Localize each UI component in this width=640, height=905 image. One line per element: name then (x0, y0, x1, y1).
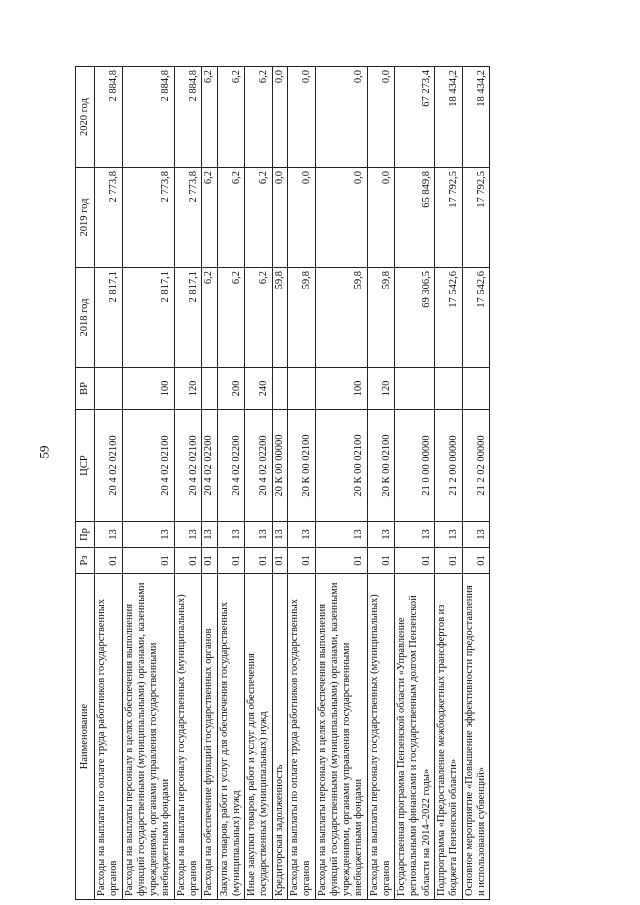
row-2018: 6,2 (245, 268, 273, 368)
row-rz: 01 (272, 548, 287, 574)
row-vr (435, 368, 463, 410)
row-csr: 21 2 00 00000 (435, 410, 463, 522)
row-pr: 13 (95, 522, 123, 548)
row-pr: 13 (272, 522, 287, 548)
row-name: Расходы на выплаты персоналу в целях обеспечения выполнения функций государственными (муниципальными) органами, казенными учреждениями, органами управления государственными внебюджетными фондами (315, 574, 367, 900)
row-rz: 01 (245, 548, 273, 574)
row-csr: 20 К 00 02100 (315, 410, 367, 522)
row-2019: 17 792,5 (462, 168, 490, 268)
row-pr: 13 (287, 522, 315, 548)
row-2020: 18 434,2 (435, 67, 463, 168)
row-name: Расходы на обеспечение функций государственных органов (202, 574, 217, 900)
table-row (272, 67, 287, 900)
row-2018: 17 542,6 (462, 268, 490, 368)
row-2020: 6,2 (202, 67, 217, 168)
row-2019: 65 849,8 (395, 168, 435, 268)
row-csr: 21 2 02 00000 (462, 410, 490, 522)
row-csr: 20 4 02 02200 (202, 410, 217, 522)
row-name: Расходы на выплаты персоналу государственных (муниципальных) органов (174, 574, 202, 900)
row-csr: 20 К 00 02100 (367, 410, 395, 522)
row-vr (395, 368, 435, 410)
row-csr: 21 0 00 00000 (395, 410, 435, 522)
row-2020: 6,2 (245, 67, 273, 168)
row-vr: 200 (217, 368, 245, 410)
header-rz: Рз (76, 548, 95, 574)
row-csr: 20 К 00 00000 (272, 410, 287, 522)
row-2018: 59,8 (287, 268, 315, 368)
row-2018: 6,2 (217, 268, 245, 368)
table-row (122, 67, 174, 900)
row-csr: 20 4 02 02100 (174, 410, 202, 522)
header-2018: 2018 год (76, 268, 95, 368)
row-name: Подпрограмма «Предоставление межбюджетных трансфертов из бюджета Пензенской области» (435, 574, 463, 900)
row-vr: 120 (367, 368, 395, 410)
row-2020: 0,0 (287, 67, 315, 168)
row-pr: 13 (174, 522, 202, 548)
row-vr (272, 368, 287, 410)
row-2019: 2 773,8 (174, 168, 202, 268)
row-rz: 01 (462, 548, 490, 574)
table-row (245, 67, 273, 900)
budget-table (75, 66, 490, 900)
row-2018: 2 817,1 (174, 268, 202, 368)
row-2020: 6,2 (217, 67, 245, 168)
header-csr: ЦСР (76, 410, 95, 522)
row-2019: 6,2 (217, 168, 245, 268)
row-rz: 01 (435, 548, 463, 574)
row-2019: 0,0 (367, 168, 395, 268)
row-2020: 2 884,8 (95, 67, 123, 168)
row-pr: 13 (217, 522, 245, 548)
row-name: Расходы на выплаты персоналу в целях обеспечения выполнения функций государственными (муниципальными) органами, казенными учреждениями, органами управления государственными внебюджетными фондами (122, 574, 174, 900)
row-csr: 20 4 02 02100 (122, 410, 174, 522)
row-name: Иные закупки товаров, работ и услуг для обеспечения государственных (муниципальных) нужд (245, 574, 273, 900)
table-row (217, 67, 245, 900)
row-pr: 13 (202, 522, 217, 548)
row-vr (462, 368, 490, 410)
row-name: Закупка товаров, работ и услуг для обеспечения государственных (муниципальных) нужд (217, 574, 245, 900)
row-2020: 0,0 (367, 67, 395, 168)
header-name: Наименование (76, 574, 95, 900)
rotated-page-content (75, 67, 539, 900)
row-2020: 0,0 (315, 67, 367, 168)
header-pr: Пр (76, 522, 95, 548)
table-row (435, 67, 463, 900)
row-2019: 17 792,5 (435, 168, 463, 268)
row-vr (202, 368, 217, 410)
row-vr: 100 (315, 368, 367, 410)
table-row (95, 67, 123, 900)
row-2020: 2 884,8 (174, 67, 202, 168)
row-rz: 01 (367, 548, 395, 574)
table-row (174, 67, 202, 900)
row-2018: 6,2 (202, 268, 217, 368)
table-row (287, 67, 315, 900)
table-row (395, 67, 435, 900)
row-pr: 13 (395, 522, 435, 548)
row-rz: 01 (287, 548, 315, 574)
row-2019: 0,0 (287, 168, 315, 268)
table-row (462, 67, 490, 900)
row-pr: 13 (122, 522, 174, 548)
header-vr: ВР (76, 368, 95, 410)
row-2020: 67 273,4 (395, 67, 435, 168)
row-2018: 59,8 (315, 268, 367, 368)
row-pr: 13 (315, 522, 367, 548)
row-rz: 01 (217, 548, 245, 574)
row-2018: 17 542,6 (435, 268, 463, 368)
row-csr: 20 4 02 02200 (217, 410, 245, 522)
row-2019: 6,2 (245, 168, 273, 268)
row-2018: 2 817,1 (122, 268, 174, 368)
row-rz: 01 (395, 548, 435, 574)
row-name: Основное мероприятие «Повышение эффективности предоставления и использования субвенций» (462, 574, 490, 900)
row-name: Расходы на выплаты по оплате труда работников государственных органов (287, 574, 315, 900)
page-number: 59 (36, 445, 52, 459)
header-2020: 2020 год (76, 67, 95, 168)
row-pr: 13 (462, 522, 490, 548)
row-2018: 69 306,5 (395, 268, 435, 368)
row-2019: 0,0 (315, 168, 367, 268)
row-pr: 13 (435, 522, 463, 548)
row-csr: 20 4 02 02100 (95, 410, 123, 522)
row-rz: 01 (95, 548, 123, 574)
table-row (202, 67, 217, 900)
row-vr: 240 (245, 368, 273, 410)
row-2019: 2 773,8 (95, 168, 123, 268)
row-2020: 2 884,8 (122, 67, 174, 168)
row-vr: 120 (174, 368, 202, 410)
row-vr: 100 (122, 368, 174, 410)
row-2018: 59,8 (367, 268, 395, 368)
row-2020: 18 434,2 (462, 67, 490, 168)
row-csr: 20 4 02 02200 (245, 410, 273, 522)
row-vr (287, 368, 315, 410)
row-rz: 01 (202, 548, 217, 574)
row-pr: 13 (245, 522, 273, 548)
row-name: Расходы на выплаты персоналу государственных (муниципальных) органов (367, 574, 395, 900)
row-2019: 0,0 (272, 168, 287, 268)
header-2019: 2019 год (76, 168, 95, 268)
table-header-row (76, 67, 95, 900)
row-2018: 2 817,1 (95, 268, 123, 368)
row-rz: 01 (174, 548, 202, 574)
row-name: Государственная программа Пензенской области «Управление региональными финансами и государственным долгом Пензенской области на 2014–2022 годы» (395, 574, 435, 900)
row-rz: 01 (315, 548, 367, 574)
row-vr (95, 368, 123, 410)
row-csr: 20 К 00 02100 (287, 410, 315, 522)
row-2019: 6,2 (202, 168, 217, 268)
row-name: Расходы на выплаты по оплате труда работников государственных органов (95, 574, 123, 900)
row-rz: 01 (122, 548, 174, 574)
row-2020: 0,0 (272, 67, 287, 168)
row-2019: 2 773,8 (122, 168, 174, 268)
table-row (367, 67, 395, 900)
row-name: Кредиторская задолженность (272, 574, 287, 900)
row-pr: 13 (367, 522, 395, 548)
table-row (315, 67, 367, 900)
row-2018: 59,8 (272, 268, 287, 368)
